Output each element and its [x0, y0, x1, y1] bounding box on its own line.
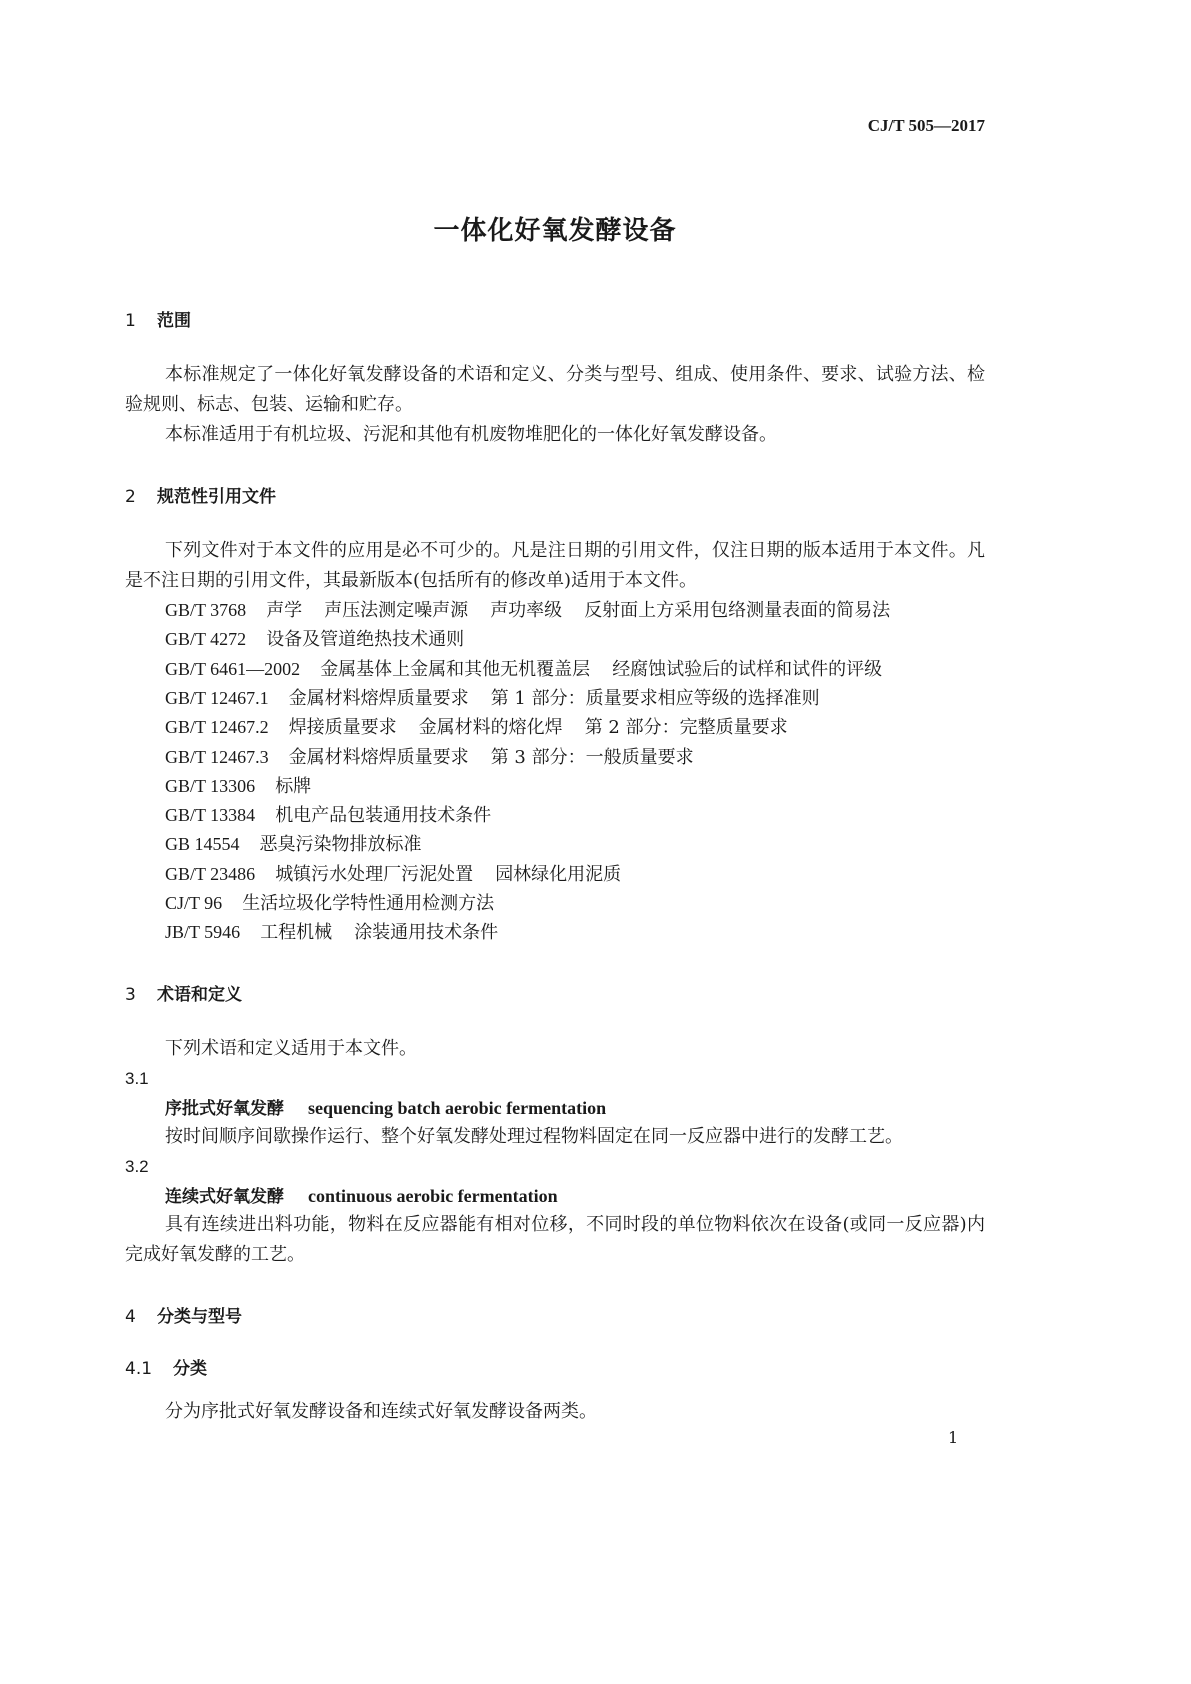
paragraph: 本标准适用于有机垃圾、污泥和其他有机废物堆肥化的一体化好氧发酵设备。 [165, 424, 777, 445]
reference-code: CJ/T 96 [165, 893, 223, 913]
section-title: 规范性引用文件 [157, 487, 276, 507]
term-heading [165, 1093, 606, 1124]
reference-code: GB/T 13384 [165, 805, 256, 826]
reference-title: 涂装通用技术条件 [354, 922, 499, 944]
page-number: 1 [948, 1428, 959, 1447]
reference-code: JB/T 5946 [165, 922, 241, 943]
paragraph: 下列术语和定义适用于本文件。 [165, 1038, 417, 1059]
normative-reference [165, 859, 643, 890]
term-zh: 连续式好氧发酵 [165, 1187, 284, 1207]
subsection-4-1-heading [125, 1354, 207, 1379]
term-heading [165, 1181, 558, 1212]
reference-code: GB/T 23486 [165, 863, 256, 884]
term-zh: 序批式好氧发酵 [165, 1099, 284, 1119]
section-number: 2 [125, 487, 136, 507]
section-1-heading [125, 306, 191, 331]
reference-title: 第 2 部分：完整质量要求 [584, 717, 788, 739]
reference-code: GB/T 4272 [165, 629, 247, 650]
reference-title: 标牌 [275, 775, 312, 797]
section-number: 3 [125, 985, 136, 1005]
reference-title: 焊接质量要求 [288, 717, 397, 739]
section-title: 范围 [157, 311, 191, 331]
paragraph: 分为序批式好氧发酵设备和连续式好氧发酵设备两类。 [165, 1401, 597, 1422]
reference-code: GB/T 3768 [165, 600, 247, 620]
clause-number: 3.1 [125, 1069, 149, 1088]
reference-code: GB/T 12467.2 [165, 717, 269, 738]
reference-code: GB/T 12467.3 [165, 746, 269, 767]
reference-code: GB 14554 [165, 834, 240, 855]
reference-title: 生活垃圾化学特性通用检测方法 [242, 893, 495, 914]
normative-reference [165, 712, 810, 743]
term-en: sequencing batch aerobic fermentation [308, 1098, 607, 1118]
normative-reference [165, 888, 516, 919]
normative-reference [165, 624, 486, 655]
reference-title: 声压法测定噪声源 [324, 600, 469, 621]
normative-reference [165, 829, 444, 860]
normative-reference [165, 595, 912, 626]
section-title: 分类与型号 [157, 1307, 242, 1327]
reference-title: 经腐蚀试验后的试样和试件的评级 [612, 658, 883, 680]
section-3-heading [125, 980, 242, 1005]
term-definition: 具有连续进出料功能，物料在反应器能有相对位移，不同时段的单位物料依次在设备(或同一反应器)内完成好氧发酵的工艺。 [125, 1214, 985, 1265]
normative-reference [165, 683, 842, 714]
reference-code: GB/T 13306 [165, 775, 256, 796]
paragraph: 本标准规定了一体化好氧发酵设备的术语和定义、分类与型号、组成、使用条件、要求、试验方法、检验规则、标志、包装、运输和贮存。 [125, 364, 985, 415]
clause-number: 3.2 [125, 1157, 149, 1176]
reference-title: 反射面上方采用包络测量表面的简易法 [584, 600, 891, 621]
section-title: 术语和定义 [157, 985, 242, 1005]
reference-title: 金属材料熔焊质量要求 [288, 687, 469, 709]
section-title: 分类 [173, 1359, 207, 1379]
reference-title: 声功率级 [490, 600, 563, 621]
normative-reference [165, 771, 333, 802]
reference-title: 第 1 部分：质量要求相应等级的选择准则 [490, 687, 820, 709]
reference-code: GB/T 12467.1 [165, 687, 269, 708]
reference-code: GB/T 6461—2002 [165, 658, 301, 679]
page-title: 一体化好氧发酵设备 [433, 216, 677, 246]
term-en: continuous aerobic fermentation [308, 1186, 558, 1206]
normative-reference [165, 917, 520, 948]
reference-title: 城镇污水处理厂污泥处置 [275, 863, 474, 885]
section-number: 1 [125, 311, 136, 331]
reference-title: 机电产品包装通用技术条件 [275, 805, 492, 827]
reference-title: 第 3 部分：一般质量要求 [490, 746, 694, 768]
section-number: 4 [125, 1307, 136, 1327]
reference-title: 设备及管道绝热技术通则 [266, 629, 465, 651]
section-number: 4.1 [125, 1359, 153, 1379]
reference-title: 工程机械 [260, 922, 333, 944]
paragraph: 下列文件对于本文件的应用是必不可少的。凡是注日期的引用文件，仅注日期的版本适用于本文件。凡是不注日期的引用文件，其最新版本(包括所有的修改单)适用于本文件。 [125, 540, 985, 591]
normative-reference [165, 654, 904, 685]
reference-title: 园林绿化用泥质 [495, 863, 622, 885]
reference-title: 声学 [266, 600, 303, 621]
reference-title: 恶臭污染物排放标准 [259, 834, 422, 856]
section-2-heading [125, 482, 276, 507]
reference-title: 金属材料熔焊质量要求 [288, 746, 469, 768]
reference-title: 金属基体上金属和其他无机覆盖层 [320, 658, 591, 680]
standard-number: CJ/T 505—2017 [867, 116, 985, 135]
reference-title: 金属材料的熔化焊 [418, 717, 563, 739]
normative-reference [165, 800, 513, 831]
normative-reference [165, 742, 716, 773]
term-definition: 按时间顺序间歇操作运行、整个好氧发酵处理过程物料固定在同一反应器中进行的发酵工艺。 [165, 1126, 903, 1147]
section-4-heading [125, 1302, 242, 1327]
